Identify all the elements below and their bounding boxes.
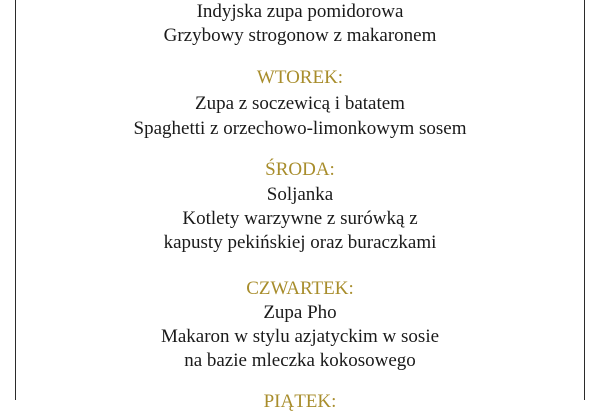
- dish-wednesday-2: Kotlety warzywne z surówką z: [182, 208, 418, 229]
- day-heading-tuesday: WTOREK:: [256, 67, 344, 88]
- dish-thursday-3: na bazie mleczka kokosowego: [184, 350, 416, 371]
- dish-tuesday-1: Zupa z soczewicą i batatem: [195, 93, 405, 114]
- dish-tuesday-2: Spaghetti z orzechowo-limonkowym sosem: [133, 118, 467, 139]
- dish-wednesday-1: Soljanka: [266, 184, 334, 205]
- dish-monday-1: Indyjska zupa pomidorowa: [196, 1, 404, 22]
- dish-monday-2: Grzybowy strogonow z makaronem: [163, 25, 437, 46]
- dish-thursday-2: Makaron w stylu azjatyckim w sosie: [160, 326, 440, 347]
- dish-thursday-1: Zupa Pho: [263, 302, 337, 323]
- day-heading-friday: PIĄTEK:: [263, 391, 337, 412]
- day-heading-thursday: CZWARTEK:: [246, 278, 354, 299]
- dish-wednesday-3: kapusty pekińskiej oraz buraczkami: [163, 232, 437, 253]
- day-heading-wednesday: ŚRODA:: [265, 159, 335, 180]
